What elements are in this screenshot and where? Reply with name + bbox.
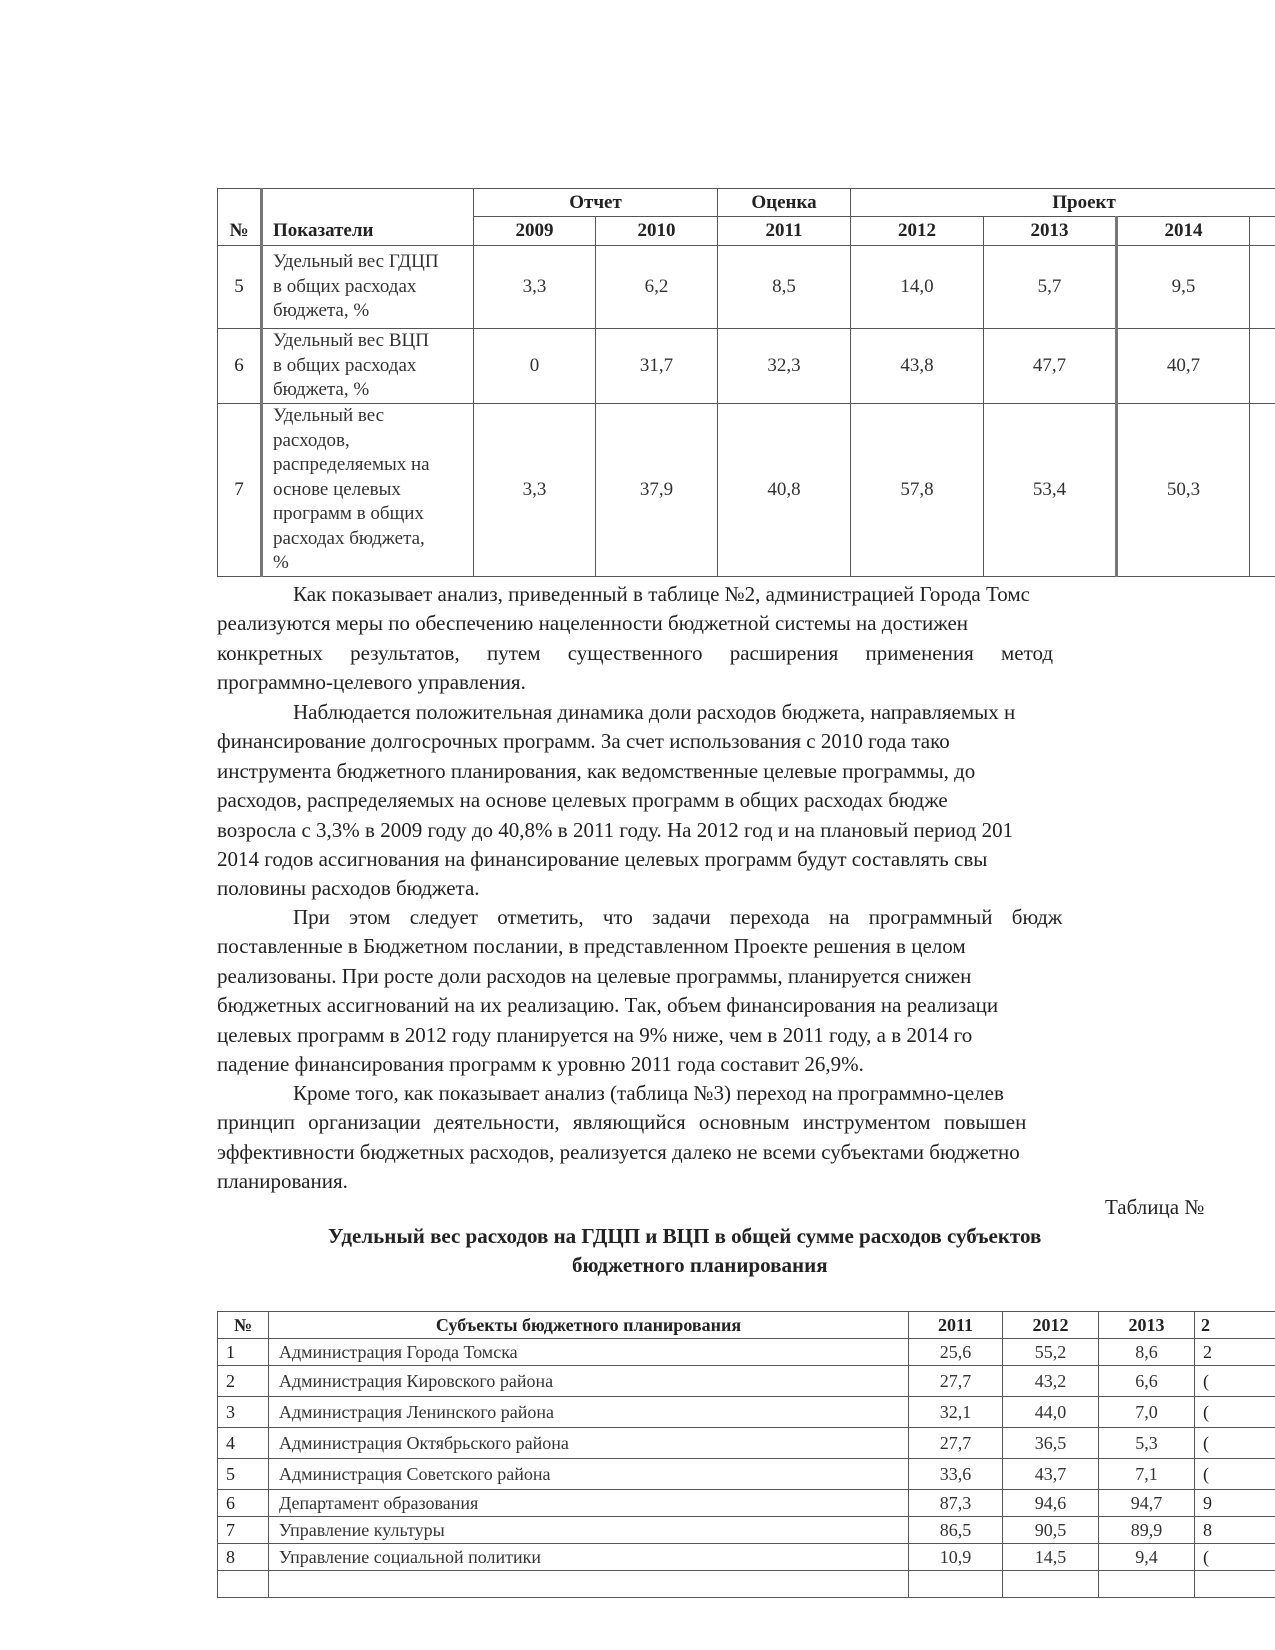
text-line: планирования.	[217, 1169, 348, 1194]
cell-value: 86,5	[909, 1517, 1003, 1544]
subject-name: Управление социальной политики	[269, 1544, 909, 1571]
subject-name: Администрация Ленинского района	[269, 1397, 909, 1428]
col-header-year: 2011	[909, 1312, 1003, 1339]
cell-value: 55,2	[1003, 1339, 1099, 1366]
cell-value: 7,1	[1099, 1459, 1195, 1490]
row-num: 8	[218, 1544, 269, 1571]
cell-value: 43,7	[1003, 1459, 1099, 1490]
cell-value: 3,3	[474, 246, 596, 329]
subject-name: Администрация Октябрьского района	[269, 1428, 909, 1459]
cell-value: 6,2	[596, 246, 718, 329]
subject-name: Департамент образования	[269, 1490, 909, 1517]
table-row	[218, 329, 1275, 404]
subject-name: Администрация Города Томска	[269, 1339, 909, 1366]
table-row	[218, 1339, 1275, 1366]
cell-value: 8,6	[1099, 1339, 1195, 1366]
cell-value: 57,8	[851, 404, 984, 577]
cell-value	[1003, 1571, 1099, 1598]
indicator-line: в общих расходах	[273, 354, 417, 376]
col-header-num: №	[218, 1312, 269, 1339]
text-line: конкретных результатов, путем существенного расширения применения метод	[217, 640, 1054, 665]
cell-value: 2	[1195, 1339, 1275, 1366]
text-line: При этом следует отметить, что задачи перехода на программный бюдж	[293, 905, 1063, 929]
cell-value: 94,6	[1003, 1490, 1099, 1517]
text-line: Кроме того, как показывает анализ (таблица №3) переход на программно-целев	[293, 1081, 1004, 1105]
cell-value: (	[1195, 1544, 1275, 1571]
cell-value: (	[1195, 1459, 1275, 1490]
row-num: 6	[218, 329, 262, 404]
cell-value: 50,3	[1117, 404, 1250, 577]
row-num: 2	[218, 1366, 269, 1397]
row-num: 7	[218, 404, 262, 577]
col-header-year: 2013	[984, 217, 1117, 246]
cell-value: 37,9	[596, 404, 718, 577]
text-line: бюджетных ассигнований на их реализацию. Так, объем финансирования на реализаци	[217, 993, 999, 1018]
col-header-year: 2009	[474, 217, 596, 246]
subject-name: Администрация Кировского района	[269, 1366, 909, 1397]
caption-line: Удельный вес расходов на ГДЦП и ВЦП в общей сумме расходов субъектов	[328, 1224, 1042, 1248]
text-line: программно-целевого управления.	[217, 670, 526, 695]
text-line: реализованы. При росте доли расходов на целевые программы, планируется снижен	[217, 963, 972, 988]
col-header-year: 2011	[718, 217, 851, 246]
cell-value: 33,6	[909, 1459, 1003, 1490]
indicator-line: %	[273, 552, 289, 573]
text-line: эффективности бюджетных расходов, реализуется далеко не всеми субъектами бюджетно	[217, 1139, 1020, 1164]
subject-name: Управление культуры	[269, 1517, 909, 1544]
text-line: реализуются меры по обеспечению нацеленности бюджетной системы на достижен	[217, 611, 969, 636]
cell-value: 31,7	[596, 329, 718, 404]
cell-value: 43,8	[851, 329, 984, 404]
table-row	[218, 1571, 1275, 1598]
table-row	[218, 246, 1275, 329]
text-line: принцип организации деятельности, являющийся основным инструментом повышен	[217, 1110, 1027, 1135]
indicator-line: Удельный вес	[273, 405, 385, 426]
indicator-line: Удельный вес ГДЦП	[273, 251, 439, 273]
table-row	[218, 1459, 1275, 1490]
col-header-indicator: Показатели	[262, 189, 474, 246]
caption-line: бюджетного планирования	[572, 1253, 828, 1277]
table-row	[218, 404, 1275, 577]
cell-value: 8,5	[718, 246, 851, 329]
subject-name	[269, 1571, 909, 1598]
indicator-line: расходов,	[273, 429, 350, 451]
row-num: 7	[218, 1517, 269, 1544]
cell-value	[909, 1571, 1003, 1598]
cell-value: 53,4	[984, 404, 1117, 577]
cell-value: 87,3	[909, 1490, 1003, 1517]
row-num: 4	[218, 1428, 269, 1459]
cell-value: 9	[1195, 1490, 1275, 1517]
text-line: финансирование долгосрочных программ. За счет использования с 2010 года тако	[217, 729, 950, 754]
text-line: падение финансирования программ к уровню 2011 года составит 26,9%.	[217, 1051, 864, 1076]
cell-value	[1195, 1571, 1275, 1598]
table-header-row	[218, 1312, 1275, 1339]
cell-value: 43,2	[1003, 1366, 1099, 1397]
table-row	[218, 1544, 1275, 1571]
row-indicator	[262, 246, 474, 329]
group-header-project: Проект	[851, 189, 1275, 217]
col-header-year: 2010	[596, 217, 718, 246]
text-line: Как показывает анализ, приведенный в таблице №2, администрацией Города Томс	[293, 582, 1030, 606]
cell-spacer	[1250, 329, 1275, 404]
col-header-spacer	[1250, 217, 1275, 246]
subjects-table	[217, 1311, 1275, 1598]
cell-value	[1099, 1571, 1195, 1598]
table-label: Таблица №	[1105, 1195, 1205, 1219]
table-row	[218, 1428, 1275, 1459]
indicator-line: Удельный вес ВЦП	[273, 330, 429, 352]
cell-value: 10,9	[909, 1544, 1003, 1571]
paragraph	[217, 698, 1275, 904]
cell-value: 14,0	[851, 246, 984, 329]
row-indicator	[262, 404, 474, 577]
cell-value: 6,6	[1099, 1366, 1195, 1397]
paragraph	[217, 580, 1275, 698]
text-line: Наблюдается положительная динамика доли расходов бюджета, направляемых н	[293, 700, 1016, 724]
subject-name: Администрация Советского района	[269, 1459, 909, 1490]
row-num: 5	[218, 246, 262, 329]
cell-value: 7,0	[1099, 1397, 1195, 1428]
text-line: целевых программ в 2012 году планируется на 9% ниже, чем в 2011 году, а в 2014 го	[217, 1022, 973, 1047]
cell-value: 90,5	[1003, 1517, 1099, 1544]
table-header-row	[218, 189, 1275, 217]
cell-value: 89,9	[1099, 1517, 1195, 1544]
table-row	[218, 1397, 1275, 1428]
cell-spacer	[1250, 404, 1275, 577]
indicator-line: распределяемых на	[273, 454, 430, 475]
indicator-line: в общих расходах	[273, 275, 417, 297]
row-num: 5	[218, 1459, 269, 1490]
cell-value: (	[1195, 1366, 1275, 1397]
col-header-year: 2013	[1099, 1312, 1195, 1339]
cell-value: 9,4	[1099, 1544, 1195, 1571]
cell-value: 5,3	[1099, 1428, 1195, 1459]
group-header-report: Отчет	[474, 189, 718, 217]
indicator-line: бюджета, %	[273, 300, 370, 322]
col-header-year: 2	[1195, 1312, 1275, 1339]
table-row	[218, 1517, 1275, 1544]
col-header-year: 2012	[1003, 1312, 1099, 1339]
cell-value: 3,3	[474, 404, 596, 577]
text-line: инструмента бюджетного планирования, как ведомственные целевые программы, до	[217, 758, 976, 783]
cell-value: 47,7	[984, 329, 1117, 404]
cell-value: 94,7	[1099, 1490, 1195, 1517]
row-indicator	[262, 329, 474, 404]
text-line: 2014 годов ассигнования на финансирование целевых программ будут составлять свы	[217, 846, 988, 871]
text-line: расходов, распределяемых на основе целевых программ в общих расходах бюдже	[217, 788, 948, 813]
cell-value: 27,7	[909, 1428, 1003, 1459]
indicator-line: основе целевых	[273, 478, 401, 500]
cell-value: (	[1195, 1428, 1275, 1459]
cell-value: 36,5	[1003, 1428, 1099, 1459]
cell-value: 32,1	[909, 1397, 1003, 1428]
cell-value: 40,7	[1117, 329, 1250, 404]
table-row	[218, 1490, 1275, 1517]
table-caption	[217, 1222, 1275, 1280]
cell-value: 44,0	[1003, 1397, 1099, 1428]
cell-value: 8	[1195, 1517, 1275, 1544]
cell-value: 14,5	[1003, 1544, 1099, 1571]
row-num: 6	[218, 1490, 269, 1517]
cell-value: (	[1195, 1397, 1275, 1428]
cell-value: 25,6	[909, 1339, 1003, 1366]
text-line: поставленные в Бюджетном послании, в представленном Проекте решения в целом	[217, 934, 966, 959]
row-num	[218, 1571, 269, 1598]
text-line: возросла с 3,3% в 2009 году до 40,8% в 2011 году. На 2012 год и на плановый период 201	[217, 817, 1014, 842]
paragraph	[217, 903, 1275, 1079]
cell-value: 5,7	[984, 246, 1117, 329]
cell-value: 40,8	[718, 404, 851, 577]
indicator-line: расходах бюджета,	[273, 527, 425, 549]
table-row	[218, 1366, 1275, 1397]
col-header-num: №	[218, 189, 262, 246]
paragraph	[217, 1079, 1275, 1197]
cell-value: 9,5	[1117, 246, 1250, 329]
group-header-estimate: Оценка	[718, 189, 851, 217]
cell-value: 32,3	[718, 329, 851, 404]
row-num: 3	[218, 1397, 269, 1428]
col-header-subject: Субъекты бюджетного планирования	[269, 1312, 909, 1339]
text-line: половины расходов бюджета.	[217, 876, 480, 901]
indicator-line: бюджета, %	[273, 379, 370, 401]
row-num: 1	[218, 1339, 269, 1366]
cell-value: 27,7	[909, 1366, 1003, 1397]
indicators-table	[217, 188, 1275, 577]
cell-value: 0	[474, 329, 596, 404]
col-header-year: 2014	[1117, 217, 1250, 246]
indicator-line: программ в общих	[273, 503, 424, 524]
col-header-year: 2012	[851, 217, 984, 246]
cell-spacer	[1250, 246, 1275, 329]
